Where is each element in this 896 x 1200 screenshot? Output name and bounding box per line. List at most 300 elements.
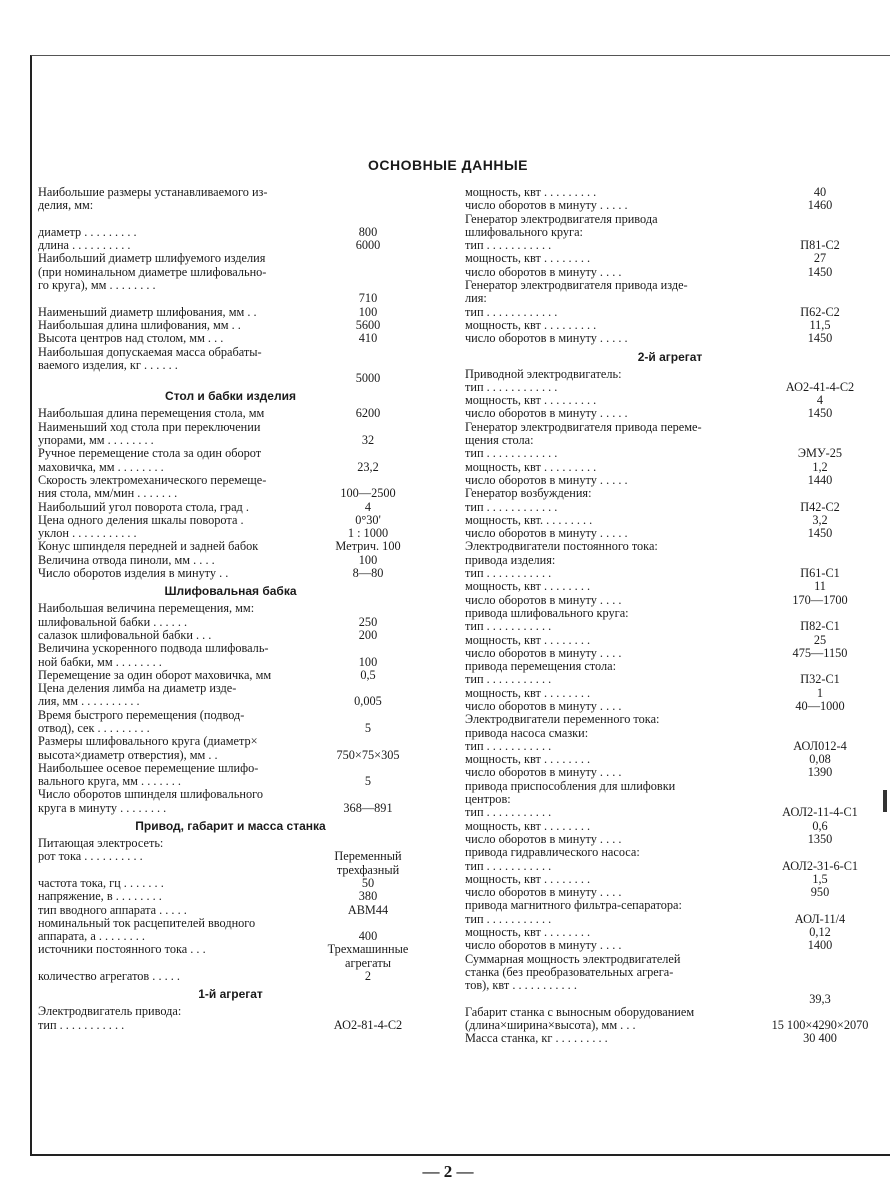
spec-row: [38, 501, 423, 514]
spec-label: Наименьший диаметр шлифования, мм . .: [38, 304, 257, 319]
spec-row: [465, 594, 875, 607]
spec-row: [38, 514, 423, 527]
spec-row: [38, 447, 423, 460]
spec-row: [465, 306, 875, 319]
spec-row: [38, 877, 423, 890]
spec-label: рот тока . . . . . . . . . .: [38, 849, 143, 864]
spec-value: 0,005: [354, 694, 382, 709]
spec-label: источники постоянного тока . . .: [38, 942, 206, 957]
spec-row: [465, 873, 875, 886]
spec-value: П82-С1: [800, 619, 840, 634]
spec-value: 750×75×305: [336, 747, 400, 762]
spec-row: [38, 306, 423, 319]
spec-row: [38, 239, 423, 252]
spec-row: [465, 660, 875, 673]
spec-label: число оборотов в минуту . . . .: [465, 938, 622, 953]
spec-label: привода шлифовального круга:: [465, 605, 629, 620]
spec-row: [465, 394, 875, 407]
spec-value: П81-С2: [800, 238, 840, 253]
spec-row: [465, 713, 875, 726]
spec-row: [465, 332, 875, 345]
spec-label: Масса станка, кг . . . . . . . . .: [465, 1031, 608, 1046]
spec-row: [38, 850, 423, 863]
spec-label: Величина отвода пиноли, мм . . . .: [38, 552, 215, 567]
spec-label: лия, мм . . . . . . . . . .: [38, 694, 140, 709]
spec-row: [38, 943, 423, 956]
spec-row: [465, 886, 875, 899]
spec-row: [465, 213, 875, 226]
spec-label: число оборотов в минуту . . . .: [465, 765, 622, 780]
spec-row: [465, 806, 875, 819]
spec-row: [465, 793, 875, 806]
spec-label: привода гидравлического насоса:: [465, 845, 640, 860]
spec-label: Наименьший ход стола при переключении: [38, 419, 261, 434]
spec-value: 40: [813, 185, 827, 199]
spec-value: АВМ44: [347, 902, 389, 917]
spec-row: [38, 461, 423, 474]
spec-row: [465, 740, 875, 753]
section-heading: Шлифовальная бабка: [164, 584, 297, 599]
spec-label: салазок шлифовальной бабки . . .: [38, 627, 212, 642]
spec-value: 2: [364, 969, 372, 984]
spec-label: Наибольшая длина перемещения стола, мм: [38, 406, 265, 421]
spec-value: 5600: [355, 317, 381, 332]
spec-value: П61-С1: [800, 566, 840, 581]
spec-row: [465, 634, 875, 647]
spec-row: [38, 890, 423, 903]
spec-label: Цена деления лимба на диаметр изде-: [38, 681, 237, 696]
spec-row: [38, 762, 423, 775]
spec-value: 32: [361, 433, 375, 448]
spec-label: Питающая электросеть:: [38, 836, 164, 851]
spec-label: количество агрегатов . . . . .: [38, 969, 180, 984]
spec-value: трехфазный: [336, 862, 400, 877]
spec-value: 30 400: [803, 1031, 837, 1046]
spec-row: [465, 820, 875, 833]
spec-row: [38, 407, 423, 420]
spec-row: [465, 673, 875, 686]
spec-value: 0°30': [355, 512, 381, 527]
spec-value: 27: [813, 251, 827, 266]
spec-label: Конус шпинделя передней и задней бабок: [38, 539, 259, 554]
spec-row: [465, 1032, 875, 1045]
spec-row: [38, 722, 423, 735]
spec-row: [465, 780, 875, 793]
spec-label: напряжение, в . . . . . . . .: [38, 889, 162, 904]
spec-label: число оборотов в минуту . . . .: [465, 592, 622, 607]
spec-label: делия, мм:: [38, 198, 94, 213]
spec-row: [465, 514, 875, 527]
spec-value: 11,5: [809, 317, 831, 332]
spec-row: [465, 607, 875, 620]
spec-row: [465, 620, 875, 633]
spec-label: мощность, квт . . . . . . . .: [465, 871, 591, 886]
spec-row: [465, 554, 875, 567]
spec-label: тип . . . . . . . . . . .: [465, 672, 552, 687]
spec-row: [465, 501, 875, 514]
spec-value: 0,5: [360, 667, 376, 682]
spec-row: [465, 647, 875, 660]
spec-label: Приводной электродвигатель:: [465, 366, 622, 381]
spec-label: мощность, квт. . . . . . . . .: [465, 512, 593, 527]
spec-value: 5: [364, 720, 372, 735]
spec-row: [465, 846, 875, 859]
spec-label: Скорость электромеханического перемеще-: [38, 472, 267, 487]
spec-label: мощность, квт . . . . . . . .: [465, 818, 591, 833]
spec-value: П32-С1: [800, 672, 840, 687]
spec-label: мощность, квт . . . . . . . .: [465, 579, 591, 594]
spec-row: [38, 1019, 423, 1032]
spec-label: тип . . . . . . . . . . .: [465, 566, 552, 581]
spec-label: число оборотов в минуту . . . . .: [465, 198, 628, 213]
spec-value: 6000: [355, 238, 381, 253]
spec-label: тип . . . . . . . . . . .: [38, 1017, 125, 1032]
spec-value: 23,2: [357, 459, 379, 474]
spec-row: [465, 239, 875, 252]
spec-label: Размеры шлифовального круга (диаметр×: [38, 734, 258, 749]
spec-row: [465, 226, 875, 239]
spec-label: Число оборотов изделия в минуту . .: [38, 566, 229, 581]
spec-value: АО2-81-4-С2: [333, 1017, 403, 1032]
spec-label: Габарит станка с выносным оборудованием: [465, 1004, 695, 1019]
spec-label: тип . . . . . . . . . . . .: [465, 304, 558, 319]
spec-value: 170—1700: [792, 592, 848, 607]
spec-label: Число оборотов шпинделя шлифовального: [38, 787, 263, 802]
section-heading: 2-й агрегат: [637, 349, 703, 364]
spec-row: [465, 540, 875, 553]
spec-row: [38, 554, 423, 567]
spec-row: [38, 292, 423, 305]
spec-value: 1450: [807, 406, 833, 421]
spec-row: [465, 700, 875, 713]
spec-row: [38, 279, 423, 292]
spec-label: число оборотов в минуту . . . .: [465, 885, 622, 900]
spec-label: уклон . . . . . . . . . . .: [38, 526, 137, 541]
spec-label: Цена одного деления шкалы поворота .: [38, 512, 244, 527]
spec-value: Переменный: [334, 849, 402, 864]
spec-row: [465, 913, 875, 926]
spec-value: 1400: [807, 938, 833, 953]
spec-row: [465, 966, 875, 979]
spec-value: Метрич. 100: [335, 539, 401, 554]
spec-label: ваемого изделия, кг . . . . . .: [38, 357, 178, 372]
spec-value: 8—80: [352, 566, 384, 581]
spec-row: [465, 580, 875, 593]
spec-row: [465, 687, 875, 700]
left-column: [38, 186, 423, 1032]
spec-value: 100—2500: [340, 486, 396, 501]
spec-label: привода приспособления для шлифовки: [465, 778, 676, 793]
spec-value: 1450: [807, 526, 833, 541]
spec-label: го круга), мм . . . . . . . .: [38, 278, 156, 293]
spec-value: 100: [358, 654, 378, 669]
spec-label: тип вводного аппарата . . . . .: [38, 902, 187, 917]
spec-row: [465, 407, 875, 420]
right-column: [465, 186, 875, 1046]
spec-row: [38, 837, 423, 850]
spec-row: [465, 279, 875, 292]
spec-label: число оборотов в минуту . . . . .: [465, 331, 628, 346]
spec-row: [38, 788, 423, 801]
spec-value: АОЛ012-4: [793, 738, 847, 753]
spec-row: [38, 199, 423, 212]
spec-row: [38, 332, 423, 345]
spec-label: Электродвигатели переменного тока:: [465, 712, 660, 727]
spec-label: число оборотов в минуту . . . .: [465, 831, 622, 846]
spec-label: отвод), сек . . . . . . . . .: [38, 720, 150, 735]
spec-label: вального круга, мм . . . . . . .: [38, 774, 182, 789]
spec-value: 800: [358, 224, 378, 239]
spec-row: [465, 381, 875, 394]
spec-row: [38, 917, 423, 930]
spec-value: АОЛ2-11-4-С1: [782, 805, 858, 820]
spec-label: мощность, квт . . . . . . . .: [465, 752, 591, 767]
spec-value: 0,6: [812, 818, 828, 833]
spec-label: Генератор возбуждения:: [465, 486, 592, 501]
spec-label: ной бабки, мм . . . . . . . .: [38, 654, 162, 669]
spec-value: 1,2: [812, 459, 828, 474]
spec-row: [38, 186, 423, 199]
spec-label: круга в минуту . . . . . . . .: [38, 800, 167, 815]
spec-row: [465, 953, 875, 966]
spec-label: Наибольший угол поворота стола, град .: [38, 499, 249, 514]
spec-row: [465, 939, 875, 952]
spec-row: [465, 753, 875, 766]
spec-label: Генератор электродвигателя привода: [465, 211, 658, 226]
spec-row: [465, 899, 875, 912]
spec-label: Суммарная мощность электродвигателей: [465, 951, 681, 966]
spec-row: [465, 727, 875, 740]
spec-label: Наибольшая длина шлифования, мм . .: [38, 317, 241, 332]
spec-row: [38, 421, 423, 434]
spec-row: [38, 709, 423, 722]
spec-label: маховичка, мм . . . . . . . .: [38, 459, 164, 474]
spec-value: 200: [358, 627, 378, 642]
spec-label: Наибольшие размеры устанавливаемого из-: [38, 185, 268, 199]
spec-label: мощность, квт . . . . . . . .: [465, 925, 591, 940]
spec-label: мощность, квт . . . . . . . .: [465, 632, 591, 647]
spec-value: 0,12: [809, 925, 831, 940]
spec-row: [38, 567, 423, 580]
spec-row: [38, 487, 423, 500]
spec-label: Генератор электродвигателя привода изде-: [465, 278, 688, 293]
spec-row: [38, 434, 423, 447]
spec-label: упорами, мм . . . . . . . .: [38, 433, 154, 448]
spec-value: Трехмашинные: [327, 942, 409, 957]
spec-label: мощность, квт . . . . . . . . .: [465, 459, 597, 474]
spec-row: [465, 860, 875, 873]
spec-row: [465, 434, 875, 447]
spec-row: [38, 864, 423, 877]
spec-value: агрегаты: [345, 955, 391, 970]
spec-row: [38, 1005, 423, 1018]
spec-label: привода насоса смазки:: [465, 725, 589, 740]
spec-label: аппарата, а . . . . . . . .: [38, 929, 145, 944]
spec-label: шлифовальной бабки . . . . . .: [38, 614, 188, 629]
spec-value: 1,5: [812, 871, 828, 886]
spec-value: 3,2: [812, 512, 828, 527]
spec-value: АОЛ2-31-6-С1: [781, 858, 859, 873]
spec-label: мощность, квт . . . . . . . . .: [465, 393, 597, 408]
spec-row: [38, 775, 423, 788]
spec-label: тип . . . . . . . . . . .: [465, 805, 552, 820]
spec-label: центров:: [465, 792, 511, 807]
spec-row: [465, 368, 875, 381]
spec-label: Электродвигатель привода:: [38, 1004, 182, 1019]
spec-row: [38, 540, 423, 553]
margin-mark: [883, 790, 887, 812]
spec-label: шлифовального круга:: [465, 224, 583, 239]
spec-value: АОЛ-11/4: [794, 911, 846, 926]
spec-row: [465, 319, 875, 332]
spec-value: 6200: [355, 406, 381, 421]
spec-label: диаметр . . . . . . . . .: [38, 224, 137, 239]
spec-label: высота×диаметр отверстия), мм . .: [38, 747, 218, 762]
spec-row: [465, 292, 875, 305]
spec-label: мощность, квт . . . . . . . . .: [465, 185, 597, 199]
spec-label: (длина×ширина×высота), мм . . .: [465, 1018, 636, 1033]
spec-row: [38, 735, 423, 748]
spec-value: 1440: [807, 472, 833, 487]
spec-label: Величина ускоренного подвода шлифоваль-: [38, 641, 269, 656]
spec-value: 1350: [807, 831, 833, 846]
spec-row: [465, 461, 875, 474]
spec-value: АО2-41-4-С2: [785, 379, 855, 394]
section-heading: Привод, габарит и масса станка: [135, 819, 326, 834]
spec-value: П62-С2: [800, 304, 840, 319]
spec-row: [38, 695, 423, 708]
spec-label: Высота центров над столом, мм . . .: [38, 331, 224, 346]
spec-label: Наибольшее осевое перемещение шлифо-: [38, 760, 259, 775]
spec-label: тип . . . . . . . . . . .: [465, 619, 552, 634]
spec-row: [38, 527, 423, 540]
spec-value: 0,08: [809, 752, 831, 767]
spec-label: частота тока, гц . . . . . . .: [38, 875, 164, 890]
spec-row: [38, 629, 423, 642]
spec-row: [465, 979, 875, 992]
spec-label: число оборотов в минуту . . . . .: [465, 472, 628, 487]
spec-value: 380: [358, 889, 378, 904]
spec-row: [38, 904, 423, 917]
spec-label: привода перемещения стола:: [465, 659, 616, 674]
spec-row: [38, 213, 423, 226]
spec-value: 1450: [807, 264, 833, 279]
spec-row: [465, 766, 875, 779]
spec-value: 368—891: [343, 800, 393, 815]
spec-row: [465, 567, 875, 580]
spec-row: [38, 319, 423, 332]
spec-label: ния стола, мм/мин . . . . . . .: [38, 486, 178, 501]
spec-label: число оборотов в минуту . . . .: [465, 698, 622, 713]
spec-label: Электродвигатели постоянного тока:: [465, 539, 658, 554]
spec-value: 710: [358, 291, 378, 306]
spec-row: [465, 487, 875, 500]
spec-row: [38, 602, 423, 615]
spec-row: [38, 682, 423, 695]
spec-row: [38, 226, 423, 239]
spec-label: Генератор электродвигателя привода переме-: [465, 419, 702, 434]
spec-value: 1 : 1000: [347, 526, 389, 541]
spec-label: число оборотов в минуту . . . .: [465, 645, 622, 660]
spec-value: 475—1150: [792, 645, 848, 660]
spec-label: тип . . . . . . . . . . .: [465, 238, 552, 253]
spec-label: привода изделия:: [465, 552, 556, 567]
spec-label: Время быстрого перемещения (подвод-: [38, 707, 245, 722]
spec-row: [465, 527, 875, 540]
spec-row: [38, 252, 423, 265]
spec-row: [465, 266, 875, 279]
spec-row: [465, 252, 875, 265]
spec-row: [38, 957, 423, 970]
spec-label: Ручное перемещение стола за один оборот: [38, 446, 262, 461]
spec-label: тов), квт . . . . . . . . . . .: [465, 978, 577, 993]
spec-label: Наибольшая допускаемая масса обрабаты-: [38, 344, 262, 359]
spec-label: тип . . . . . . . . . . .: [465, 858, 552, 873]
spec-value: 50: [361, 875, 375, 890]
spec-row: [465, 447, 875, 460]
spec-label: (при номинальном диаметре шлифовально-: [38, 264, 267, 279]
spec-label: длина . . . . . . . . . .: [38, 238, 131, 253]
spec-value: 11: [814, 579, 826, 594]
spec-value: 400: [358, 929, 378, 944]
spec-label: тип . . . . . . . . . . .: [465, 911, 552, 926]
spec-row: [38, 656, 423, 669]
spec-value: 5000: [355, 371, 381, 386]
spec-value: 4: [816, 393, 824, 408]
spec-row: [38, 970, 423, 983]
spec-value: 15 100×4290×2070: [771, 1018, 869, 1033]
spec-label: номинальный ток расцепителей вводного: [38, 915, 256, 930]
section-heading: Стол и бабки изделия: [165, 389, 296, 404]
spec-label: мощность, квт . . . . . . . . .: [465, 317, 597, 332]
spec-value: 250: [358, 614, 378, 629]
spec-row: [38, 346, 423, 359]
spec-row: [465, 199, 875, 212]
spec-label: щения стола:: [465, 433, 534, 448]
spec-row: [465, 1019, 875, 1032]
spec-value: 40—1000: [795, 698, 845, 713]
spec-label: тип . . . . . . . . . . . .: [465, 446, 558, 461]
spec-label: лия:: [465, 291, 487, 306]
spec-label: мощность, квт . . . . . . . .: [465, 685, 591, 700]
spec-row: [465, 926, 875, 939]
spec-label: Наибольшая величина перемещения, мм:: [38, 601, 255, 616]
spec-label: число оборотов в минуту . . . . .: [465, 526, 628, 541]
spec-row: [38, 359, 423, 372]
spec-value: 1460: [807, 198, 833, 213]
spec-label: число оборотов в минуту . . . . .: [465, 406, 628, 421]
spec-value: 1: [816, 685, 824, 700]
spec-value: 1450: [807, 331, 833, 346]
spec-value: П42-С2: [800, 499, 840, 514]
spec-value: 100: [358, 304, 378, 319]
spec-value: 950: [810, 885, 830, 900]
spec-value: ЭМУ-25: [797, 446, 843, 461]
page-title: ОСНОВНЫЕ ДАННЫЕ: [367, 157, 528, 173]
page-number: — 2 —: [422, 1162, 474, 1181]
spec-row: [38, 616, 423, 629]
spec-value: 1390: [807, 765, 833, 780]
spec-label: тип . . . . . . . . . . . .: [465, 499, 558, 514]
spec-label: Перемещение за один оборот маховичка, мм: [38, 667, 272, 682]
spec-value: 100: [358, 552, 378, 567]
spec-row: [465, 833, 875, 846]
spec-value: 39,3: [809, 991, 831, 1006]
spec-row: [38, 372, 423, 385]
spec-label: число оборотов в минуту . . . .: [465, 264, 622, 279]
spec-row: [38, 642, 423, 655]
spec-value: 4: [364, 499, 372, 514]
